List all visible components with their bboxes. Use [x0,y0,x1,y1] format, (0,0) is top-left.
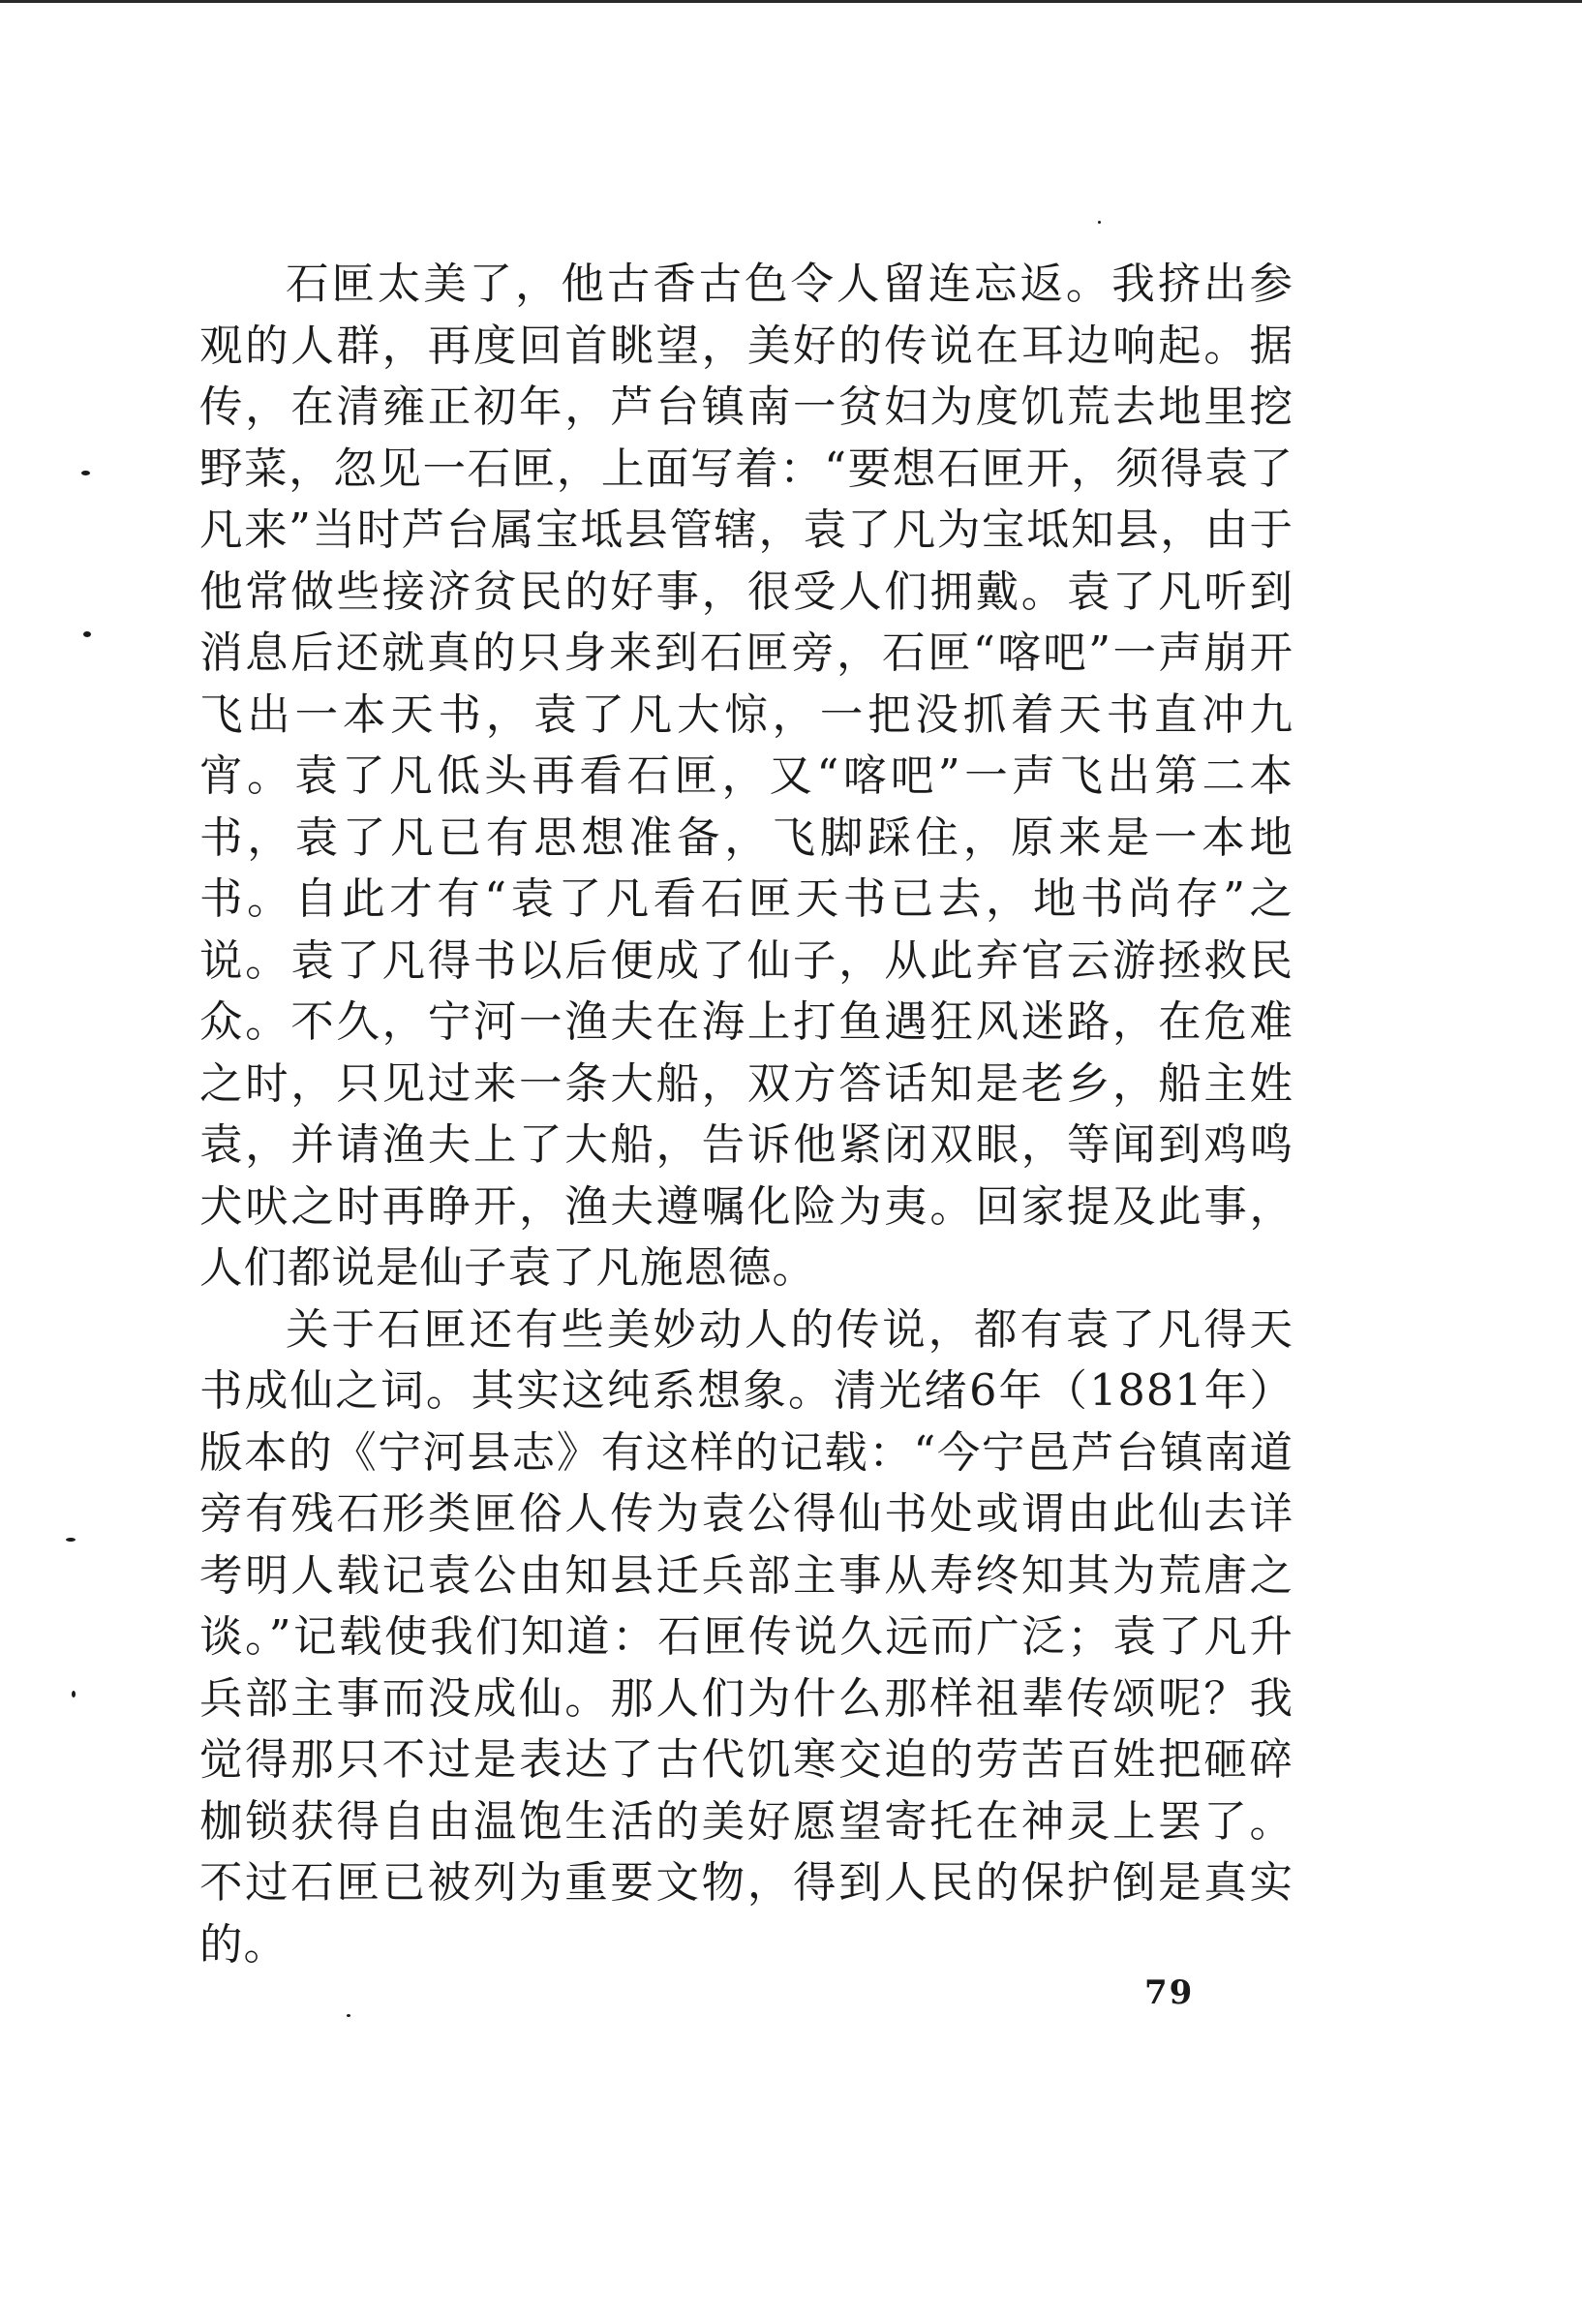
page-body [199,254,1293,1975]
page-number: 79 [1144,1973,1195,2012]
scan-speck [66,1538,76,1542]
paragraph-county-record: 关于石匣还有些美妙动人的传说，都有袁了凡得天书成仙之词。其实这纯系想象。清光绪6年（1881年）版本的《宁河县志》有这样的记载：“今宁邑芦台镇南道旁有残石形类匣俗人传为袁公得仙书处或谓由此仙去详考明人载记袁公由知县迁兵部主事从寿终知其为荒唐之谈。”记载使我们知道：石匣传说久远而广泛；袁了凡升兵部主事而没成仙。那人们为什么那样祖辈传颂呢？我觉得那只不过是表达了古代饥寒交迫的劳苦百姓把砸碎枷锁获得自由温饱生活的美好愿望寄托在神灵上罢了。不过石匣已被列为重要文物，得到人民的保护倒是真实的。 [199,1304,1293,1970]
scan-speck [83,631,91,637]
paragraph-stone-casket-legend: 石匣太美了，他古香古色令人留连忘返。我挤出参观的人群，再度回首眺望，美好的传说在耳边响起。据传，在清雍正初年，芦台镇南一贫妇为度饥荒去地里挖野菜，忽见一石匣，上面写着：“要想石匣开，须得袁了凡来”当时芦台属宝坻县管辖，袁了凡为宝坻知县，由于他常做些接济贫民的好事，很受人们拥戴。袁了凡听到消息后还就真的只身来到石匣旁，石匣“喀吧”一声崩开飞出一本天书，袁了凡大惊，一把没抓着天书直冲九宵。袁了凡低头再看石匣，又“喀吧”一声飞出第二本书，袁了凡已有思想准备，飞脚踩住，原来是一本地书。自此才有“袁了凡看石匣天书已去，地书尚存”之说。袁了凡得书以后便成了仙子，从此弃官云游拯救民众。不久，宁河一渔夫在海上打鱼遇狂风迷路，在危难之时，只见过来一条大船，双方答话知是老乡，船主姓袁，并请渔夫上了大船，告诉他紧闭双眼，等闻到鸡鸣犬吠之时再睁开，渔夫遵嘱化险为夷。回家提及此事，人们都说是仙子袁了凡施恩德。 [199,260,1293,1293]
scan-speck [81,471,90,475]
scan-speck [72,1691,76,1697]
scan-speck [1098,221,1101,224]
scan-speck [347,2014,350,2017]
scan-top-border [0,0,1582,3]
